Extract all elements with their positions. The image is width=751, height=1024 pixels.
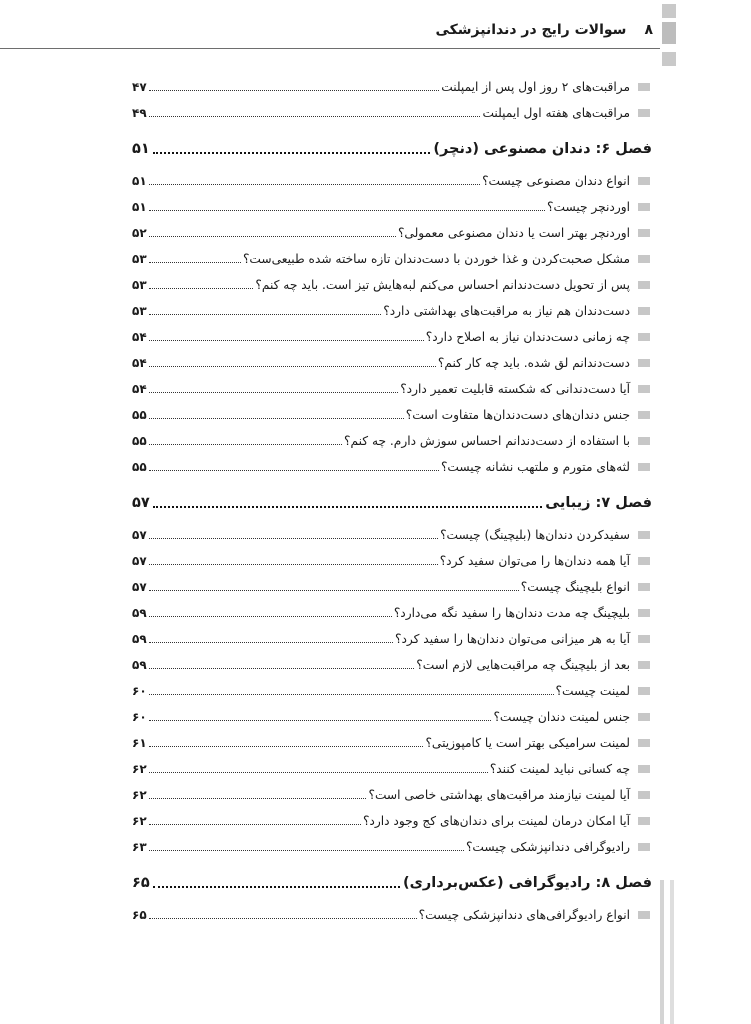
entry-title: مراقبت‌های هفته اول ایمپلنت: [482, 106, 630, 120]
toc-entry[interactable]: [132, 730, 630, 756]
entry-title: آیا امکان درمان لمینت برای دندان‌های کج وجود دارد؟: [362, 814, 630, 828]
dot-leader: [149, 538, 438, 539]
entry-page-number: ۵۴: [132, 382, 147, 396]
toc-entry[interactable]: [132, 376, 630, 402]
bullet-square-icon: [638, 635, 650, 643]
entry-title: سفیدکردن دندان‌ها (بلیچینگ) چیست؟: [440, 528, 630, 542]
toc-entry[interactable]: [132, 574, 630, 600]
toc-entry[interactable]: [132, 298, 630, 324]
dot-leader: [149, 642, 393, 643]
bullet-square-icon: [638, 661, 650, 669]
dot-leader: [153, 886, 400, 888]
chapter-heading[interactable]: [132, 488, 652, 518]
entry-page-number: ۵۱: [132, 200, 147, 214]
entry-page-number: ۴۹: [132, 106, 147, 120]
toc-entry[interactable]: [132, 834, 630, 860]
dot-leader: [149, 616, 392, 617]
chapter-title: فصل ۶: دندان مصنوعی (دنچر): [433, 141, 652, 157]
dot-leader: [149, 798, 367, 799]
entry-page-number: ۵۳: [132, 252, 147, 266]
entry-title: پس از تحویل دست‌دندانم احساس می‌کنم لبه‌هایش تیز است. باید چه کنم؟: [255, 278, 630, 292]
chapter-title: فصل ۷: زیبایی: [545, 495, 652, 511]
entry-title: جنس لمینت دندان چیست؟: [493, 710, 630, 724]
toc-entry[interactable]: [132, 100, 630, 126]
dot-leader: [149, 918, 417, 919]
entry-page-number: ۵۹: [132, 632, 147, 646]
bullet-square-icon: [638, 359, 650, 367]
page-header: [435, 22, 653, 38]
toc-entry[interactable]: [132, 74, 630, 100]
entry-page-number: ۵۷: [132, 528, 147, 542]
dot-leader: [149, 418, 404, 419]
entry-title: آیا به هر میزانی می‌توان دندان‌ها را سفید کرد؟: [395, 632, 630, 646]
corner-square-3: [662, 52, 676, 66]
entry-page-number: ۵۹: [132, 606, 147, 620]
chapter-title: فصل ۸: رادیوگرافی (عکس‌برداری): [402, 875, 652, 891]
entry-page-number: ۵۵: [132, 408, 147, 422]
bullet-square-icon: [638, 385, 650, 393]
entry-page-number: ۵۵: [132, 434, 147, 448]
bullet-square-icon: [638, 83, 650, 91]
entry-title: انواع بلیچینگ چیست؟: [520, 580, 630, 594]
dot-leader: [149, 288, 254, 289]
dot-leader: [149, 366, 436, 367]
toc-entry[interactable]: [132, 756, 630, 782]
entry-title: لمینت چیست؟: [555, 684, 630, 698]
bullet-square-icon: [638, 557, 650, 565]
toc-entry[interactable]: [132, 428, 630, 454]
entry-page-number: ۵۷: [132, 554, 147, 568]
dot-leader: [149, 824, 361, 825]
bullet-square-icon: [638, 109, 650, 117]
toc-entry[interactable]: [132, 704, 630, 730]
entry-title: جنس دندان‌های دست‌دندان‌ها متفاوت است؟: [405, 408, 630, 422]
entry-title: لثه‌های متورم و ملتهب نشانه چیست؟: [440, 460, 630, 474]
bullet-square-icon: [638, 411, 650, 419]
dot-leader: [149, 210, 545, 211]
entry-page-number: ۴۷: [132, 80, 147, 94]
entry-title: مشکل صحبت‌کردن و غذا خوردن با دست‌دندان تازه ساخته شده طبیعی‌ست؟: [242, 252, 630, 266]
entry-page-number: ۶۱: [132, 736, 147, 750]
entry-page-number: ۶۲: [132, 788, 147, 802]
chapter-page-number: ۶۵: [132, 875, 150, 891]
dot-leader: [149, 236, 396, 237]
bullet-square-icon: [638, 739, 650, 747]
entry-page-number: ۶۲: [132, 814, 147, 828]
toc-entry[interactable]: [132, 168, 630, 194]
entry-title: آیا همه دندان‌ها را می‌توان سفید کرد؟: [439, 554, 630, 568]
entry-title: دست‌دندانم لق شده. باید چه کار کنم؟: [437, 356, 630, 370]
bullet-square-icon: [638, 177, 650, 185]
toc-entry[interactable]: [132, 782, 630, 808]
chapter-heading[interactable]: [132, 134, 652, 164]
entry-page-number: ۶۲: [132, 762, 147, 776]
entry-page-number: ۶۳: [132, 840, 147, 854]
entry-page-number: ۶۰: [132, 710, 147, 724]
bullet-square-icon: [638, 307, 650, 315]
dot-leader: [149, 470, 439, 471]
dot-leader: [149, 90, 440, 91]
toc-entry[interactable]: [132, 246, 630, 272]
entry-page-number: ۶۵: [132, 908, 147, 922]
margin-bar: [660, 880, 664, 1024]
bullet-square-icon: [638, 609, 650, 617]
table-of-contents: [132, 74, 652, 928]
bullet-square-icon: [638, 333, 650, 341]
bullet-square-icon: [638, 687, 650, 695]
bullet-square-icon: [638, 229, 650, 237]
bullet-square-icon: [638, 203, 650, 211]
dot-leader: [149, 444, 342, 445]
toc-entry[interactable]: [132, 678, 630, 704]
dot-leader: [149, 772, 488, 773]
bullet-square-icon: [638, 817, 650, 825]
dot-leader: [149, 564, 438, 565]
chapter-page-number: ۵۷: [132, 495, 150, 511]
entry-page-number: ۵۳: [132, 278, 147, 292]
dot-leader: [149, 746, 424, 747]
entry-title: آیا دست‌دندانی که شکسته قابلیت تعمیر دارد؟: [400, 382, 630, 396]
bullet-square-icon: [638, 463, 650, 471]
entry-title: با استفاده از دست‌دندانم احساس سوزش دارم. چه کنم؟: [344, 434, 630, 448]
entry-title: چه کسانی نباید لمینت کنند؟: [489, 762, 630, 776]
dot-leader: [149, 116, 481, 117]
entry-title: انواع رادیوگرافی‌های دندانپزشکی چیست؟: [418, 908, 630, 922]
dot-leader: [149, 720, 492, 721]
header-rule: [0, 48, 660, 49]
entry-page-number: ۵۷: [132, 580, 147, 594]
entry-title: لمینت سرامیکی بهتر است یا کامپوزیتی؟: [425, 736, 630, 750]
bullet-square-icon: [638, 713, 650, 721]
entry-page-number: ۵۴: [132, 330, 147, 344]
toc-entry[interactable]: [132, 548, 630, 574]
entry-page-number: ۵۲: [132, 226, 147, 240]
bullet-square-icon: [638, 531, 650, 539]
toc-entry[interactable]: [132, 272, 630, 298]
dot-leader: [153, 506, 543, 508]
dot-leader: [149, 392, 399, 393]
dot-leader: [149, 590, 519, 591]
entry-page-number: ۶۰: [132, 684, 147, 698]
bullet-square-icon: [638, 765, 650, 773]
entry-title: دست‌دندان هم نیاز به مراقبت‌های بهداشتی دارد؟: [383, 304, 630, 318]
toc-entry[interactable]: [132, 600, 630, 626]
dot-leader: [149, 314, 382, 315]
bullet-square-icon: [638, 255, 650, 263]
entry-title: مراقبت‌های ۲ روز اول پس از ایمپلنت: [441, 80, 630, 94]
running-title: سوالات رایج در دندانپزشکی: [435, 22, 627, 38]
entry-title: رادیوگرافی دندانپزشکی چیست؟: [465, 840, 630, 854]
toc-entry[interactable]: [132, 808, 630, 834]
bullet-square-icon: [638, 911, 650, 919]
dot-leader: [149, 850, 464, 851]
entry-title: بعد از بلیچینگ چه مراقبت‌هایی لازم است؟: [416, 658, 630, 672]
entry-title: چه زمانی دست‌دندان نیاز به اصلاح دارد؟: [425, 330, 630, 344]
dot-leader: [153, 152, 431, 154]
chapter-page-number: ۵۱: [132, 141, 150, 157]
page-number: ۸: [644, 22, 653, 38]
corner-square-1: [662, 4, 676, 18]
entry-title: اوردنچر بهتر است یا دندان مصنوعی معمولی؟: [397, 226, 630, 240]
toc-entry[interactable]: [132, 402, 630, 428]
dot-leader: [149, 668, 415, 669]
entry-title: اوردنچر چیست؟: [547, 200, 630, 214]
toc-entry[interactable]: [132, 902, 630, 928]
toc-entry[interactable]: [132, 626, 630, 652]
bullet-square-icon: [638, 791, 650, 799]
toc-entry[interactable]: [132, 194, 630, 220]
chapter-heading[interactable]: [132, 868, 652, 898]
corner-square-2: [662, 22, 676, 44]
entry-page-number: ۵۵: [132, 460, 147, 474]
entry-page-number: ۵۴: [132, 356, 147, 370]
toc-entry[interactable]: [132, 350, 630, 376]
toc-entry[interactable]: [132, 220, 630, 246]
dot-leader: [149, 694, 554, 695]
toc-entry[interactable]: [132, 324, 630, 350]
toc-entry[interactable]: [132, 454, 630, 480]
entry-title: انواع دندان مصنوعی چیست؟: [482, 174, 630, 188]
entry-page-number: ۵۱: [132, 174, 147, 188]
entry-title: آیا لمینت نیازمند مراقبت‌های بهداشتی خاصی است؟: [368, 788, 630, 802]
bullet-square-icon: [638, 843, 650, 851]
bullet-square-icon: [638, 437, 650, 445]
entry-title: بلیچینگ چه مدت دندان‌ها را سفید نگه می‌دارد؟: [393, 606, 630, 620]
entry-page-number: ۵۳: [132, 304, 147, 318]
toc-entry[interactable]: [132, 652, 630, 678]
bullet-square-icon: [638, 583, 650, 591]
toc-entry[interactable]: [132, 522, 630, 548]
dot-leader: [149, 184, 480, 185]
entry-page-number: ۵۹: [132, 658, 147, 672]
dot-leader: [149, 262, 241, 263]
dot-leader: [149, 340, 424, 341]
margin-bar-2: [670, 880, 674, 1024]
bullet-square-icon: [638, 281, 650, 289]
